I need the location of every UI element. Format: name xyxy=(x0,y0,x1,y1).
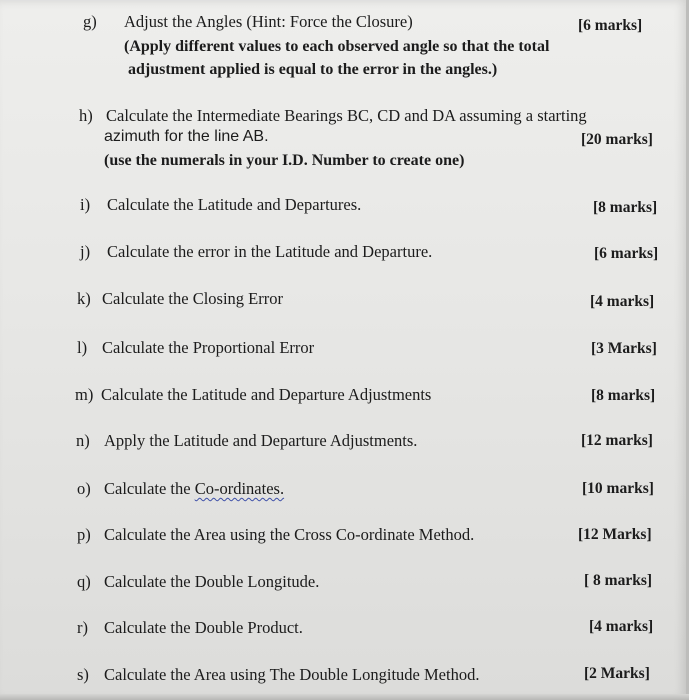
question-marks: [ 8 marks] xyxy=(584,572,653,589)
question-text: Apply the Latitude and Departure Adjustments. xyxy=(104,431,418,450)
question-text: Calculate the Latitude and Departure Adjustments xyxy=(101,385,432,404)
question-text: Calculate the Double Product. xyxy=(104,618,303,637)
question-label: h) xyxy=(79,106,93,125)
question-text: Calculate the Proportional Error xyxy=(102,338,315,357)
question-text: Calculate the Closing Error xyxy=(102,289,283,308)
question-text-prefix: Calculate the xyxy=(104,479,195,498)
question-marks: [4 marks] xyxy=(590,293,655,310)
question-label: s) xyxy=(77,665,89,684)
question-note: (Apply different values to each observed angle so that the total xyxy=(124,38,550,55)
page-edge-bottom xyxy=(0,694,689,700)
question-label: p) xyxy=(77,525,91,544)
question-text: Calculate the Double Longitude. xyxy=(104,572,320,591)
question-label: g) xyxy=(83,12,97,31)
question-text: azimuth for the line AB. xyxy=(104,128,269,145)
question-marks: [6 marks] xyxy=(594,245,659,262)
question-text: Calculate the Latitude and Departures. xyxy=(107,195,362,214)
question-label: j) xyxy=(80,242,91,261)
question-note: (use the numerals in your I.D. Number to create one) xyxy=(104,152,465,169)
question-marks: [12 marks] xyxy=(581,432,653,449)
question-marks: [8 marks] xyxy=(591,387,656,404)
question-marks: [2 Marks] xyxy=(584,665,650,682)
question-marks: [20 marks] xyxy=(581,131,653,148)
question-marks: [3 Marks] xyxy=(591,340,657,357)
question-label: k) xyxy=(77,289,91,308)
question-text: Calculate the error in the Latitude and Departure. xyxy=(107,242,433,261)
question-marks: [6 marks] xyxy=(578,17,643,34)
question-label: m) xyxy=(75,385,94,404)
question-text: Calculate the Intermediate Bearings BC, CD and DA assuming a starting xyxy=(106,106,587,125)
question-text: Calculate the Area using The Double Longitude Method. xyxy=(104,665,480,684)
question-marks: [8 marks] xyxy=(593,199,658,216)
spellcheck-underlined-word: Co-ordinates. xyxy=(194,479,285,498)
question-marks: [4 marks] xyxy=(589,618,654,635)
question-text: Adjust the Angles (Hint: Force the Closure) xyxy=(124,12,413,31)
question-label: l) xyxy=(77,338,88,357)
question-text: Calculate the Area using the Cross Co-ordinate Method. xyxy=(104,525,475,544)
question-label: o) xyxy=(77,479,91,498)
question-note: adjustment applied is equal to the error in the angles.) xyxy=(128,61,498,78)
question-marks: [12 Marks] xyxy=(578,526,652,543)
question-text xyxy=(104,478,284,500)
question-label: r) xyxy=(77,618,88,637)
question-label: n) xyxy=(76,431,90,450)
question-label: q) xyxy=(77,572,91,591)
question-label: i) xyxy=(80,195,91,214)
question-marks: [10 marks] xyxy=(582,480,654,497)
